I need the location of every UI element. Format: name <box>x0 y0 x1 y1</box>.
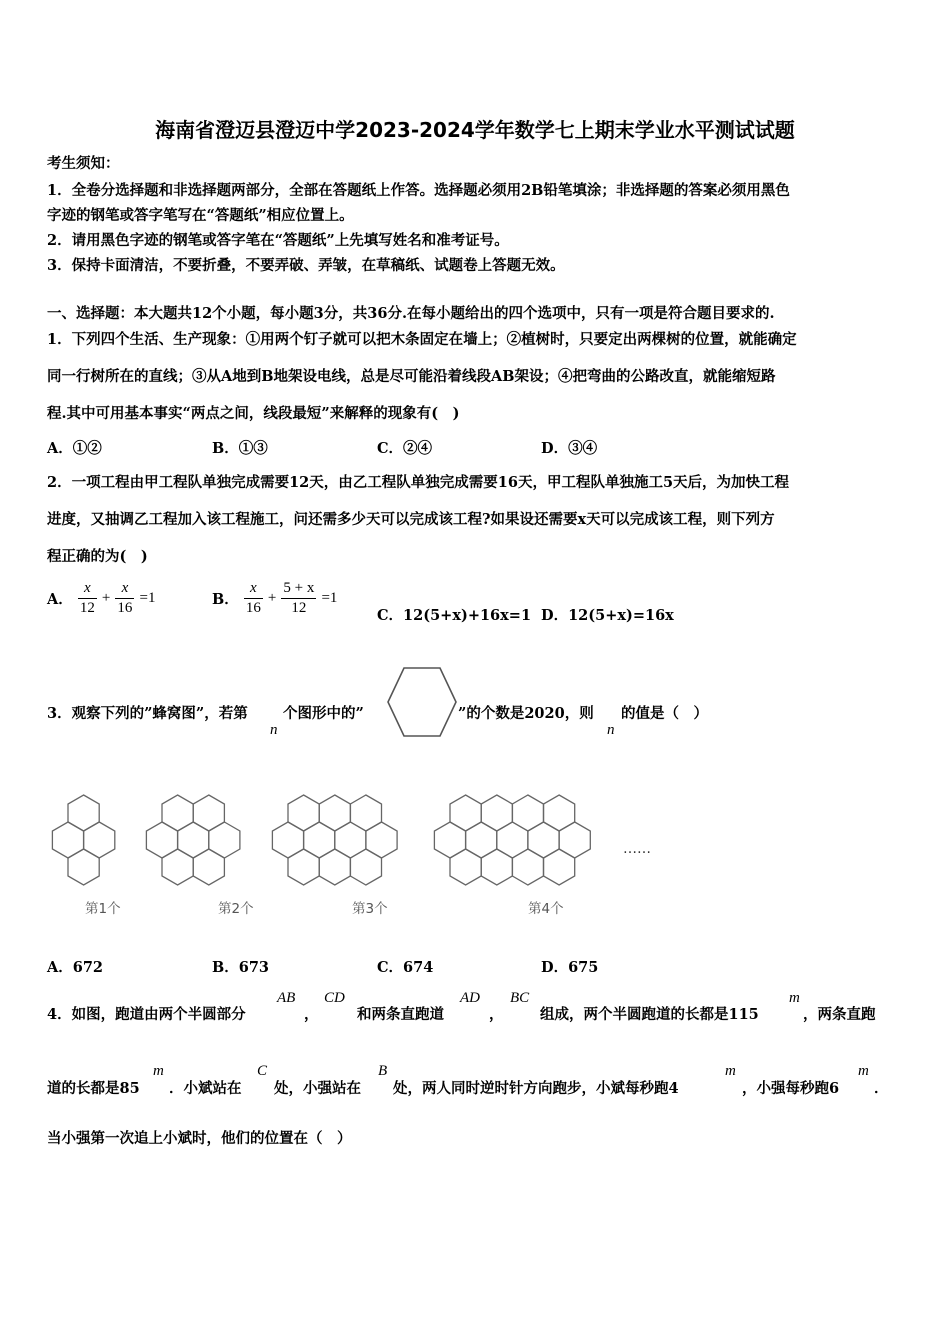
q3-text-part-3: ”的个数是2020，则 <box>458 705 594 722</box>
q4-line-1-part-2: 和两条直跑道 <box>357 1006 444 1023</box>
honeycomb-cell <box>559 822 590 858</box>
honeycomb-cell <box>162 849 193 885</box>
honeycomb-cell <box>434 822 465 858</box>
variable-n: n <box>607 722 615 738</box>
unit-m: m <box>858 1063 869 1079</box>
honeycomb-cell <box>512 849 543 885</box>
q1-line-3: 程.其中可用基本事实“两点之间，线段最短”来解释的现象有( ) <box>47 405 460 422</box>
q4-line-2-part-4: 处，两人同时逆时针方向跑步，小斌每秒跑4 <box>393 1080 679 1097</box>
q3-text-part-1: 3．观察下列的”蜂窝图”，若第 <box>47 705 248 722</box>
honeycomb-cell <box>304 822 335 858</box>
page-title: 海南省澄迈县澄迈中学2023-2024学年数学七上期末学业水平测试试题 <box>155 118 795 142</box>
honeycomb-cell <box>288 795 319 831</box>
q2-option-a <box>47 579 155 618</box>
q4-line-3: 当小强第一次追上小斌时，他们的位置在（ ） <box>47 1130 352 1147</box>
fraction <box>281 579 316 618</box>
q1-option-c: C．②④ <box>377 440 433 457</box>
q3-text-part-4: 的值是（ ） <box>621 705 708 722</box>
honeycomb-figure <box>40 785 680 925</box>
honeycomb-cell <box>272 822 303 858</box>
hexagon-icon <box>384 666 460 738</box>
honeycomb-cell <box>52 822 83 858</box>
honeycomb-cell <box>193 795 224 831</box>
honeycomb-cell <box>84 822 115 858</box>
q2-option-b-label: B． <box>212 591 239 608</box>
q4-line-2-part-1: 道的长都是85 <box>47 1080 140 1097</box>
q3-option-d: D．675 <box>541 959 599 976</box>
symbol-ab: AB <box>277 990 296 1006</box>
q4-line-2-part-5: ，小强每秒跑6 <box>742 1080 840 1097</box>
honeycomb-cell <box>288 849 319 885</box>
q4-line-1-part-3: 组成，两个半圆跑道的长都是115 <box>540 1006 759 1023</box>
q1-line-2: 同一行树所在的直线；③从A地到B地架设电线，总是尽可能沿着线段AB架设；④把弯曲的公路改直，就能缩短路 <box>47 368 776 385</box>
honeycomb-cell <box>481 795 512 831</box>
notice-line-4: 3．保持卡面清洁，不要折叠，不要弄破、弄皱，在草稿纸、试题卷上答题无效。 <box>47 257 565 274</box>
honeycomb-cell <box>544 795 575 831</box>
denominator: 12 <box>291 600 307 616</box>
q4-line-1-part-4: ，两条直跑 <box>803 1006 876 1023</box>
honeycomb-cell <box>512 795 543 831</box>
fraction <box>78 579 97 618</box>
honeycomb-cell <box>350 849 381 885</box>
notice-heading: 考生须知： <box>47 155 120 172</box>
numerator: x <box>115 579 134 599</box>
honeycomb-cell <box>466 822 497 858</box>
q2-option-b <box>212 579 337 618</box>
honeycomb-cell <box>528 822 559 858</box>
q4-line-2-part-6: ． <box>874 1080 889 1097</box>
symbol-b: B <box>378 1063 388 1079</box>
honeycomb-cell <box>366 822 397 858</box>
honeycomb-cell <box>193 849 224 885</box>
section-heading: 一、选择题：本大题共12个小题，每小题3分，共36分.在每小题给出的四个选项中，只有一项是符合题目要求的. <box>47 305 775 322</box>
q4-line-2-part-2: ．小斌站在 <box>169 1080 242 1097</box>
q1-option-b: B．①③ <box>212 440 268 457</box>
q2-line-3: 程正确的为( ) <box>47 548 148 565</box>
notice-line-1: 1．全卷分选择题和非选择题两部分，全部在答题纸上作答。选择题必须用2B铅笔填涂；非选择题的答案必须用黑色 <box>47 182 790 199</box>
figure-label-1: 第1个 <box>85 901 121 917</box>
honeycomb-cell <box>319 849 350 885</box>
denominator: 12 <box>79 600 95 616</box>
unit-m: m <box>153 1063 164 1079</box>
honeycomb-cell <box>209 822 240 858</box>
symbol-c: C <box>257 1063 268 1079</box>
honeycomb-cell <box>162 795 193 831</box>
numerator: x <box>244 579 263 599</box>
q4-line-1-part-1: 4．如图，跑道由两个半圆部分 <box>47 1006 246 1023</box>
figure-label-3: 第3个 <box>352 901 388 917</box>
figure-label-4: 第4个 <box>528 901 564 917</box>
honeycomb-cell <box>544 849 575 885</box>
unit-m: m <box>725 1063 736 1079</box>
plus-sign: + <box>101 590 111 606</box>
honeycomb-cell <box>178 822 209 858</box>
denominator: 16 <box>245 600 261 616</box>
q1-option-a: A．①② <box>47 440 102 457</box>
q1-line-1: 1．下列四个生活、生产现象：①用两个钉子就可以把木条固定在墙上；②植树时，只要定出两棵树的位置，就能确定 <box>47 331 797 348</box>
q3-option-a: A．672 <box>47 959 104 976</box>
q1-option-d: D．③④ <box>541 440 598 457</box>
q2-line-1: 2．一项工程由甲工程队单独完成需要12天，由乙工程队单独完成需要16天，甲工程队单独施工5天后，为加快工程 <box>47 474 790 491</box>
honeycomb-cell <box>335 822 366 858</box>
q2-option-a-label: A． <box>47 591 73 608</box>
q3-option-c: C．674 <box>377 959 434 976</box>
honeycomb-cell <box>68 795 99 831</box>
notice-line-2: 字迹的钢笔或答字笔写在“答题纸”相应位置上。 <box>47 207 354 224</box>
honeycomb-cell <box>450 795 481 831</box>
honeycomb-cell <box>481 849 512 885</box>
equation-rhs: =1 <box>321 590 338 606</box>
notice-line-3: 2．请用黑色字迹的钢笔或答字笔在“答题纸”上先填写姓名和准考证号。 <box>47 232 509 249</box>
q3-option-b: B．673 <box>212 959 270 976</box>
fraction <box>115 579 134 618</box>
honeycomb-cell <box>319 795 350 831</box>
q2-option-d: D．12(5+x)=16x <box>541 607 674 624</box>
equation-rhs: =1 <box>139 590 156 606</box>
honeycomb-cell <box>350 795 381 831</box>
comma: ， <box>304 1006 319 1023</box>
symbol-ad: AD <box>460 990 480 1006</box>
q2-option-c: C．12(5+x)+16x=1 <box>377 607 532 624</box>
fraction <box>244 579 263 618</box>
symbol-cd: CD <box>324 990 345 1006</box>
plus-sign: + <box>267 590 277 606</box>
q3-text-part-2: 个图形中的” <box>283 705 364 722</box>
honeycomb-cell <box>497 822 528 858</box>
ellipsis: …… <box>623 841 651 857</box>
unit-m: m <box>789 990 800 1006</box>
honeycomb-cell <box>450 849 481 885</box>
honeycomb-cell <box>146 822 177 858</box>
honeycomb-cell <box>68 849 99 885</box>
denominator: 16 <box>117 600 133 616</box>
figure-label-2: 第2个 <box>218 901 254 917</box>
numerator: x <box>78 579 97 599</box>
symbol-bc: BC <box>510 990 530 1006</box>
variable-n: n <box>270 722 278 738</box>
q4-line-2-part-3: 处，小强站在 <box>274 1080 361 1097</box>
q2-line-2: 进度，又抽调乙工程加入该工程施工，问还需多少天可以完成该工程?如果设还需要x天可以完成该工程，则下列方 <box>47 511 775 528</box>
comma: ， <box>489 1006 504 1023</box>
numerator: 5 + x <box>281 579 316 599</box>
